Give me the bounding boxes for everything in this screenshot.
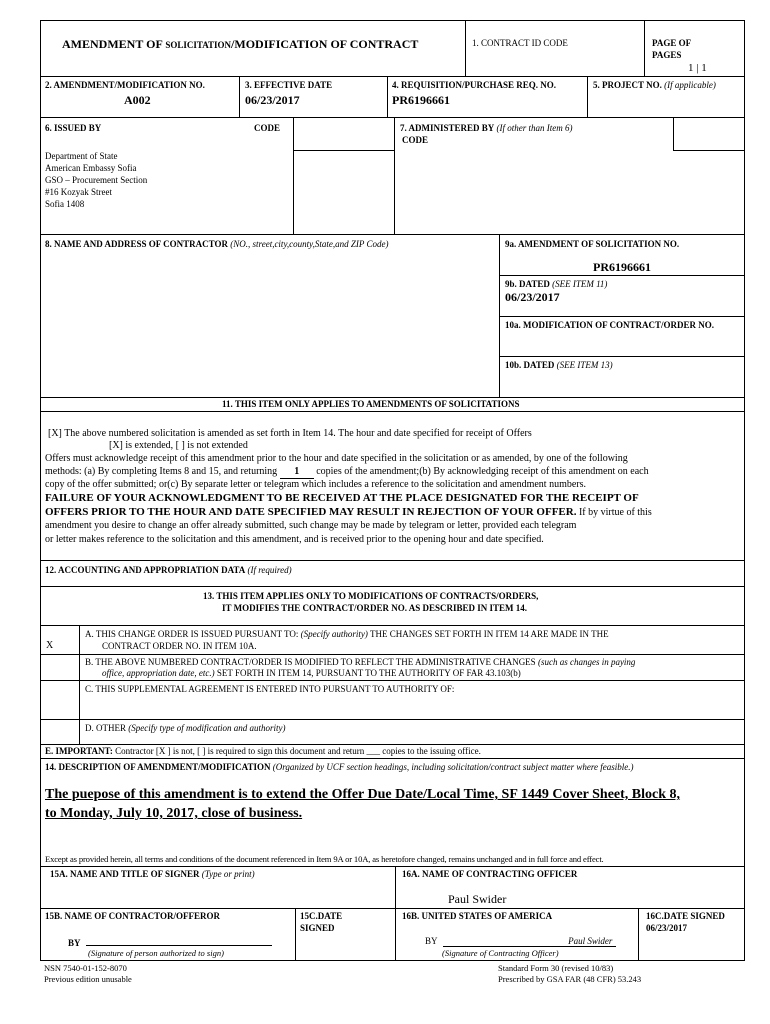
item7-code-label: CODE bbox=[402, 135, 429, 145]
item13a-note: (Specify authority) bbox=[300, 629, 368, 639]
item9b-label bbox=[505, 279, 607, 289]
footer-previous-edition: Previous edition unusable bbox=[44, 974, 132, 984]
item6-code-right bbox=[293, 150, 395, 235]
item16a-value: Paul Swider bbox=[448, 892, 507, 906]
item16b-signature-note: (Signature of Contracting Officer) bbox=[442, 948, 559, 958]
form-title bbox=[62, 38, 418, 52]
item8-label-text: 8. NAME AND ADDRESS OF CONTRACTOR bbox=[45, 239, 229, 249]
item15c-label2: SIGNED bbox=[300, 923, 335, 933]
item11-line5: copy of the offer submitted; or(c) By separate letter or telegram which includes a reference to the solicitation and amendment numbers. bbox=[45, 479, 587, 490]
item11-line9: or letter makes reference to the solicitation and this amendment, and is received prior to the opening hour and date specified. bbox=[45, 534, 544, 545]
item3-value: 06/23/2017 bbox=[245, 93, 300, 107]
item13a-check-mark: X bbox=[46, 640, 54, 651]
item16b-by-label: BY bbox=[425, 936, 438, 946]
item14-except-text: Except as provided herein, all terms and conditions of the document referenced in Item 9A or 10A, as heretofore changed, remains unchanged and in full force and effect. bbox=[45, 854, 604, 864]
issued-by-line: American Embassy Sofia bbox=[45, 163, 137, 173]
title-rest: /MODIFICATION OF CONTRACT bbox=[231, 37, 419, 51]
item-e-text: Contractor [X ] is not, [ ] is required to sign this document and return ___ copies to the issuing office. bbox=[112, 746, 481, 756]
item8-box bbox=[40, 234, 500, 398]
item7-label-text: 7. ADMINISTERED BY bbox=[400, 123, 495, 133]
item6-label: 6. ISSUED BY bbox=[45, 123, 102, 133]
item16c-value: 06/23/2017 bbox=[646, 923, 688, 933]
footer-prescribed: Prescribed by GSA FAR (48 CFR) 53.243 bbox=[498, 974, 642, 984]
page-number-total: 1 bbox=[701, 62, 707, 74]
item15b-signature-note: (Signature of person authorized to sign) bbox=[88, 948, 224, 958]
contract-id-code-box bbox=[465, 20, 645, 77]
item10b-note: (SEE ITEM 13) bbox=[556, 360, 613, 370]
item13d-note: (Specify type of modification and authority) bbox=[128, 723, 286, 733]
item15a-label-text: 15A. NAME AND TITLE OF SIGNER bbox=[50, 869, 200, 879]
item-e-label: E. IMPORTANT: bbox=[45, 746, 113, 756]
item15b-by-label: BY bbox=[68, 938, 81, 948]
item11-line3: Offers must acknowledge receipt of this amendment prior to the hour and date specified in the solicitation or as amended, by one of the following bbox=[45, 453, 628, 464]
issued-by-line: #16 Kozyak Street bbox=[45, 187, 112, 197]
item15b-signature-line[interactable] bbox=[86, 936, 272, 946]
item15b-by bbox=[68, 936, 272, 948]
issued-by-address bbox=[45, 150, 147, 210]
item16c-label: 16C.DATE SIGNED bbox=[646, 911, 725, 921]
item14-purpose-line1: The puepose of this amendment is to extend the Offer Due Date/Local Time, SF 1449 Cover Sheet, Block 8, bbox=[45, 787, 681, 802]
item7-code-box bbox=[673, 117, 745, 151]
issued-by-line: Department of State bbox=[45, 151, 118, 161]
item9a-value: PR6196661 bbox=[593, 260, 651, 274]
item-e-line bbox=[45, 746, 481, 756]
item9a-label: 9a. AMENDMENT OF SOLICITATION NO. bbox=[505, 239, 680, 249]
footer-standard-form: Standard Form 30 (revised 10/83) bbox=[498, 963, 614, 973]
item13-heading2: IT MODIFIES THE CONTRACT/ORDER NO. AS DESCRIBED IN ITEM 14. bbox=[222, 603, 527, 613]
item7-label bbox=[400, 123, 573, 133]
item6-code-label: CODE bbox=[254, 123, 281, 133]
item11-line7 bbox=[45, 506, 652, 519]
item7-note: (If other than Item 6) bbox=[496, 123, 573, 133]
pages-label: PAGES bbox=[652, 50, 682, 60]
item11-line4 bbox=[45, 466, 649, 479]
issued-by-line: GSO – Procurement Section bbox=[45, 175, 148, 185]
item8-note: (NO., street,city,county,State,and ZIP Code) bbox=[230, 239, 389, 249]
item6-code-box bbox=[293, 117, 395, 151]
item14-note: (Organized by UCF section headings, including solicitation/contract subject matter where feasible.) bbox=[272, 762, 634, 772]
title-amendment: AMENDMENT OF bbox=[62, 37, 163, 51]
title-solicitation: SOLICITATION bbox=[165, 40, 232, 50]
item16b-label: 16B. UNITED STATES OF AMERICA bbox=[402, 911, 553, 921]
item16b-signature: Paul Swider bbox=[443, 936, 616, 947]
issued-by-line: Sofia 1408 bbox=[45, 199, 85, 209]
item11-heading: 11. THIS ITEM ONLY APPLIES TO AMENDMENTS OF SOLICITATIONS bbox=[222, 399, 520, 409]
item11-line7-bold: OFFERS PRIOR TO THE HOUR AND DATE SPECIFIED MAY RESULT IN REJECTION OF YOUR OFFER. bbox=[45, 506, 577, 518]
item11-line4a: methods: (a) By completing Items 8 and 15, and returning bbox=[45, 466, 278, 477]
item16a-label: 16A. NAME OF CONTRACTING OFFICER bbox=[402, 869, 578, 879]
item13a-line1 bbox=[85, 629, 609, 639]
item13-check-col-b bbox=[40, 654, 80, 681]
item5-label-text: 5. PROJECT NO. bbox=[593, 80, 662, 90]
item13b-note: (such as changes in paying bbox=[537, 657, 636, 667]
item13-check-col-c bbox=[40, 680, 80, 720]
item13a-post: THE CHANGES SET FORTH IN ITEM 14 ARE MADE IN THE bbox=[367, 629, 609, 639]
item3-label: 3. EFFECTIVE DATE bbox=[245, 80, 333, 90]
item5-label bbox=[593, 80, 716, 90]
item13a-line2: CONTRACT ORDER NO. IN ITEM 10A. bbox=[102, 641, 257, 651]
item13c-line: C. THIS SUPPLEMENTAL AGREEMENT IS ENTERED INTO PURSUANT TO AUTHORITY OF: bbox=[85, 684, 455, 694]
item13d-pre: D. OTHER bbox=[85, 723, 129, 733]
item11-line7-rest: If by virtue of this bbox=[576, 507, 652, 518]
item11-line4b: copies of the amendment;(b) By acknowledging receipt of this amendment on each bbox=[316, 466, 649, 477]
item13-heading1: 13. THIS ITEM APPLIES ONLY TO MODIFICATIONS OF CONTRACTS/ORDERS, bbox=[203, 591, 539, 601]
item13b-post: SET FORTH IN ITEM 14, PURSUANT TO THE AUTHORITY OF FAR 43.103(b) bbox=[214, 668, 521, 678]
page-number: 1 | 1 bbox=[688, 62, 707, 74]
item10b-label bbox=[505, 360, 613, 370]
item11-line2: [X] is extended, [ ] is not extended bbox=[109, 440, 248, 451]
item12-note: (If required) bbox=[247, 565, 292, 575]
item16b-by bbox=[425, 936, 616, 947]
item13b-pre: B. THE ABOVE NUMBERED CONTRACT/ORDER IS MODIFIED TO REFLECT THE ADMINISTRATIVE CHANGES bbox=[85, 657, 538, 667]
item14-label bbox=[45, 762, 634, 772]
item10a-label: 10a. MODIFICATION OF CONTRACT/ORDER NO. bbox=[505, 320, 715, 330]
item13b-note2: office, appropriation date, etc.) bbox=[102, 668, 215, 678]
item13d-line bbox=[85, 723, 285, 733]
item8-label bbox=[45, 239, 389, 249]
item11-line8: amendment you desire to change an offer already submitted, such change may be made by telegram or letter, provided each telegram bbox=[45, 520, 577, 531]
item4-value: PR6196661 bbox=[392, 93, 450, 107]
page-number-current: 1 bbox=[688, 62, 694, 74]
item9b-note: (SEE ITEM 11) bbox=[552, 279, 608, 289]
page-of-label: PAGE OF bbox=[652, 38, 692, 48]
item12-label bbox=[45, 565, 292, 575]
item11-line1: [X] The above numbered solicitation is amended as set forth in Item 14. The hour and date specified for receipt of Offers bbox=[48, 428, 532, 439]
item13-check-col-d bbox=[40, 719, 80, 745]
item2-label: 2. AMENDMENT/MODIFICATION NO. bbox=[45, 80, 205, 90]
item2-value: A002 bbox=[124, 93, 151, 107]
item13a-pre: A. THIS CHANGE ORDER IS ISSUED PURSUANT TO: bbox=[85, 629, 301, 639]
item4-label: 4. REQUISITION/PURCHASE REQ. NO. bbox=[392, 80, 557, 90]
item9b-label-text: 9b. DATED bbox=[505, 279, 550, 289]
item15c-label1: 15C.DATE bbox=[300, 911, 343, 921]
item15b-label: 15B. NAME OF CONTRACTOR/OFFEROR bbox=[45, 911, 221, 921]
item5-note: (If applicable) bbox=[664, 80, 716, 90]
item9b-value: 06/23/2017 bbox=[505, 290, 560, 304]
item15a-note: (Type or print) bbox=[201, 869, 255, 879]
item10b-label-text: 10b. DATED bbox=[505, 360, 555, 370]
contract-id-code-label: 1. CONTRACT ID CODE bbox=[472, 38, 568, 48]
item14-purpose-line2: to Monday, July 10, 2017, close of business. bbox=[45, 806, 303, 821]
footer-nsn: NSN 7540-01-152-8070 bbox=[44, 963, 127, 973]
item14-label-text: 14. DESCRIPTION OF AMENDMENT/MODIFICATION bbox=[45, 762, 271, 772]
copies-count: 1 bbox=[280, 466, 314, 479]
item13b-line1 bbox=[85, 657, 635, 667]
item12-label-text: 12. ACCOUNTING AND APPROPRIATION DATA bbox=[45, 565, 246, 575]
item11-line6: FAILURE OF YOUR ACKNOWLEDGMENT TO BE RECEIVED AT THE PLACE DESIGNATED FOR THE RECEIPT OF bbox=[45, 492, 639, 504]
item13b-line2 bbox=[102, 668, 521, 678]
item15a-label bbox=[50, 869, 255, 879]
